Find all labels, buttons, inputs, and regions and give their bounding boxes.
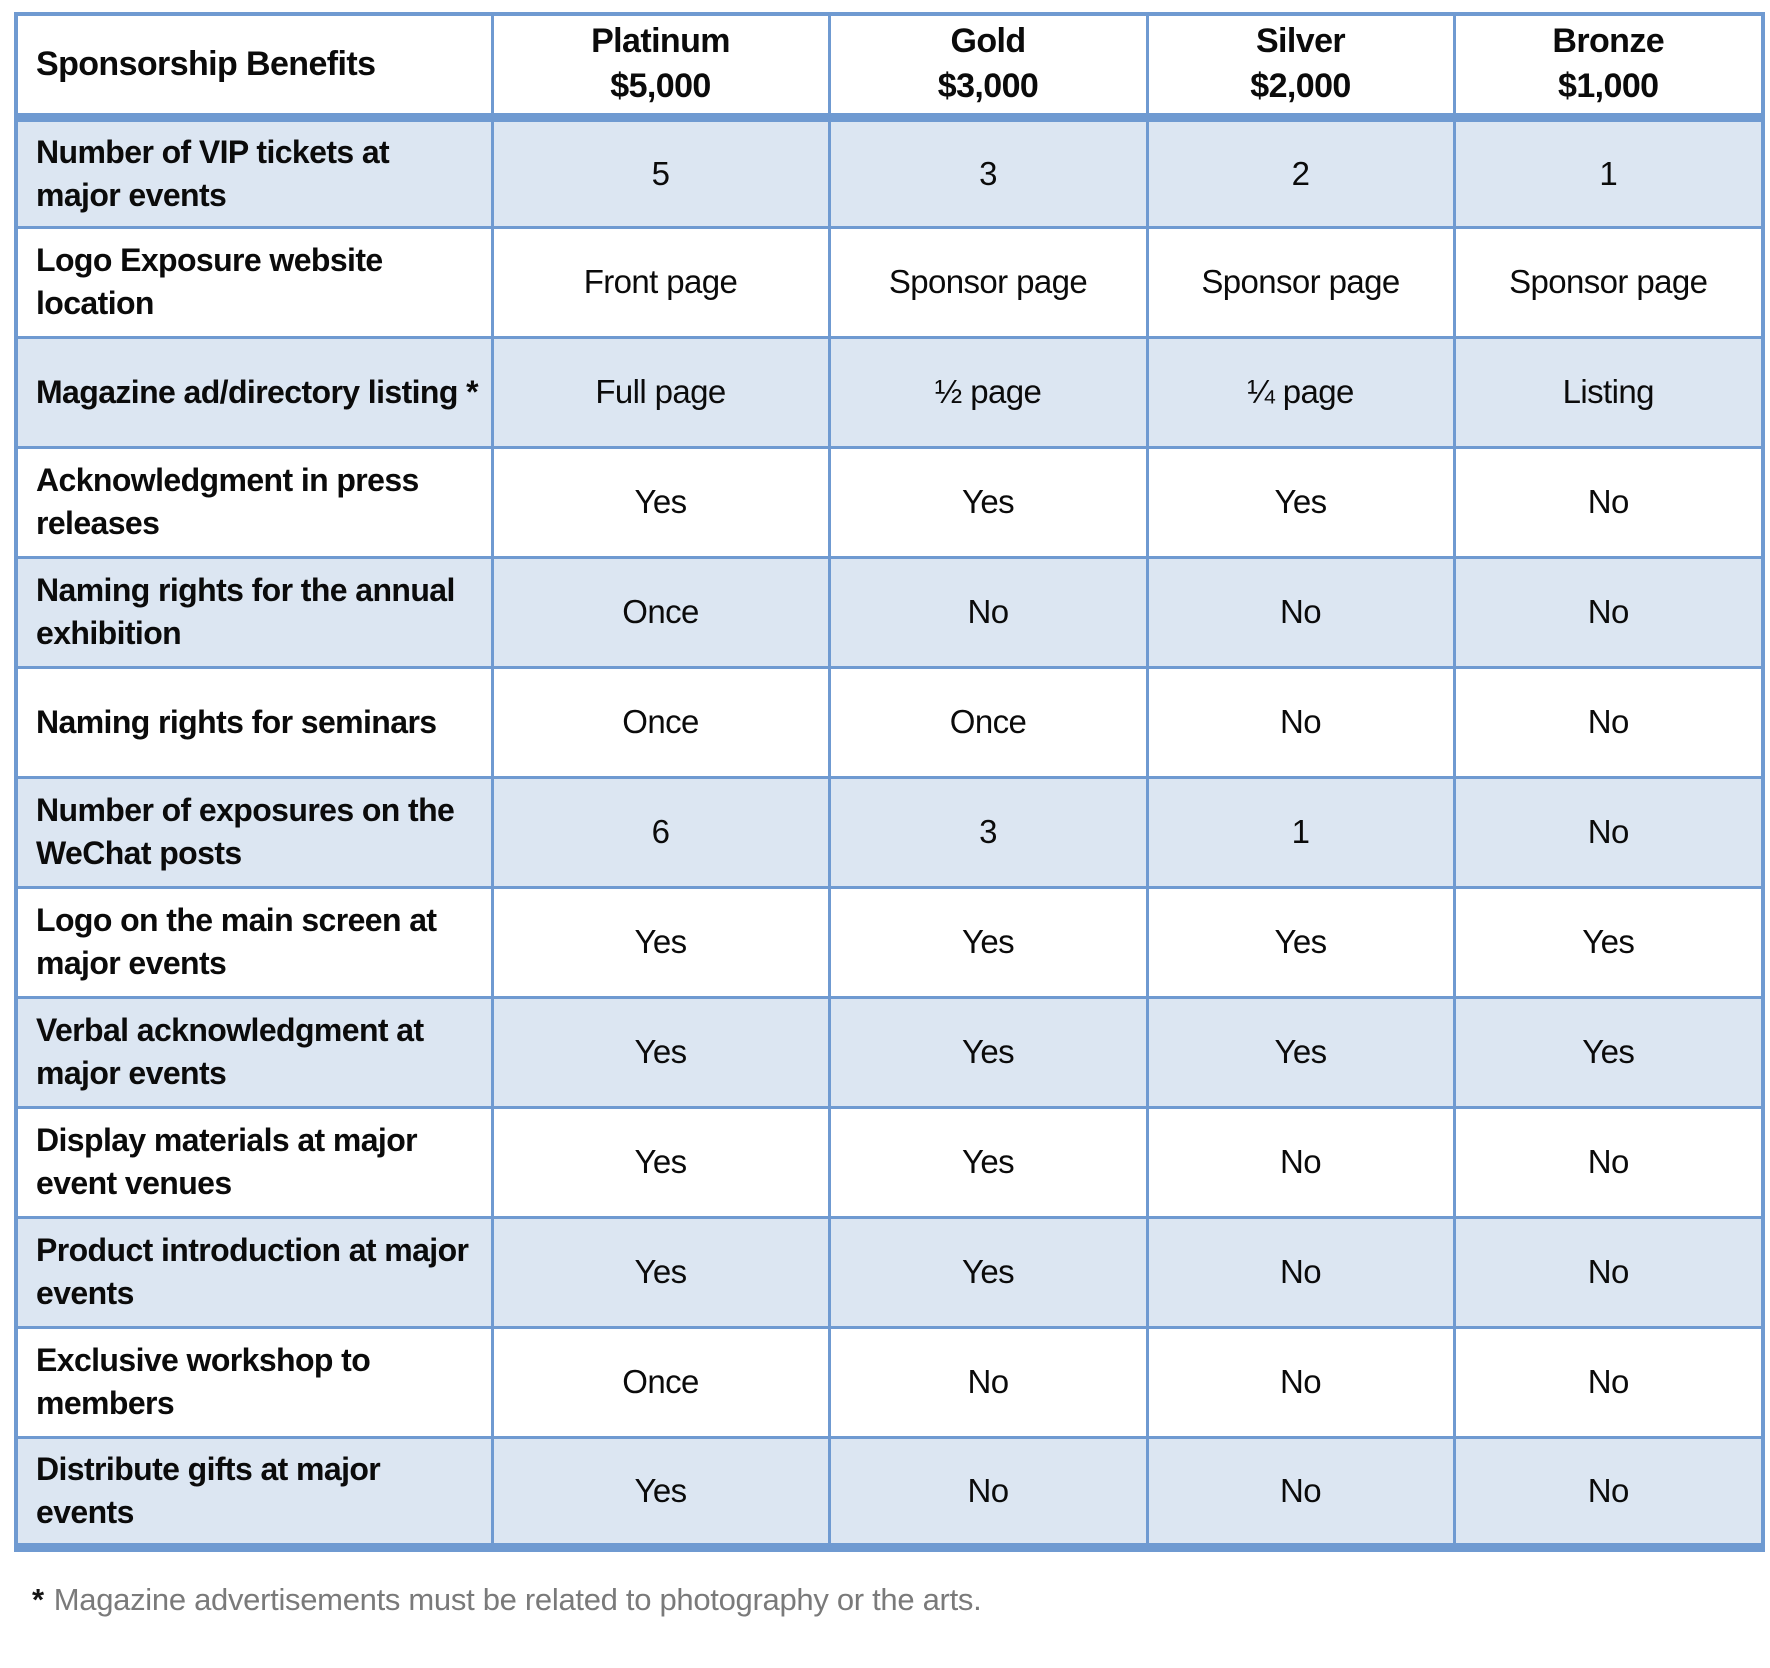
value-bronze: No — [1454, 1327, 1763, 1437]
value-platinum: Once — [492, 557, 829, 667]
value-platinum: Yes — [492, 447, 829, 557]
value-silver: 1 — [1147, 777, 1454, 887]
benefit-label: Acknowledgment in press releases — [16, 447, 492, 557]
value-silver: No — [1147, 1107, 1454, 1217]
value-gold: Yes — [829, 887, 1147, 997]
benefit-label: Display materials at major event venues — [16, 1107, 492, 1217]
tier-header-bronze — [1454, 14, 1763, 117]
table-row-naming-exhibition — [16, 557, 1763, 667]
value-bronze: Yes — [1454, 997, 1763, 1107]
value-platinum: 6 — [492, 777, 829, 887]
tier-name: Gold — [950, 22, 1026, 61]
benefit-label: Verbal acknowledgment at major events — [16, 997, 492, 1107]
value-silver: ¼ page — [1147, 337, 1454, 447]
value-gold: No — [829, 557, 1147, 667]
value-bronze: 1 — [1454, 117, 1763, 227]
tier-name: Silver — [1255, 22, 1346, 61]
value-gold: 3 — [829, 117, 1147, 227]
value-silver: Yes — [1147, 447, 1454, 557]
benefit-label: Magazine ad/directory listing * — [16, 337, 492, 447]
value-gold: Yes — [829, 1217, 1147, 1327]
value-silver: No — [1147, 667, 1454, 777]
value-bronze: No — [1454, 667, 1763, 777]
value-silver: No — [1147, 1437, 1454, 1547]
value-platinum: Front page — [492, 227, 829, 337]
value-silver: Yes — [1147, 997, 1454, 1107]
footnote-text: Magazine advertisements must be related to photography or the arts. — [53, 1581, 982, 1617]
footnote — [32, 1582, 1770, 1618]
value-platinum: Yes — [492, 1437, 829, 1547]
benefit-label: Number of exposures on the WeChat posts — [16, 777, 492, 887]
benefit-label: Naming rights for seminars — [16, 667, 492, 777]
value-gold: Once — [829, 667, 1147, 777]
benefit-label: Naming rights for the annual exhibition — [16, 557, 492, 667]
table-row-magazine-ad — [16, 337, 1763, 447]
table-row-logo-main-screen — [16, 887, 1763, 997]
value-gold: Sponsor page — [829, 227, 1147, 337]
table-row-verbal-acknowledgment — [16, 997, 1763, 1107]
value-bronze: No — [1454, 777, 1763, 887]
value-bronze: No — [1454, 1107, 1763, 1217]
value-gold: Yes — [829, 1107, 1147, 1217]
table-row-display-materials — [16, 1107, 1763, 1217]
value-platinum: Once — [492, 667, 829, 777]
value-platinum: Once — [492, 1327, 829, 1437]
tier-header-silver — [1147, 14, 1454, 117]
value-platinum: 5 — [492, 117, 829, 227]
tier-price: $5,000 — [610, 67, 711, 106]
tier-price: $2,000 — [1250, 67, 1351, 106]
value-silver: No — [1147, 557, 1454, 667]
footnote-asterisk: * — [32, 1581, 44, 1617]
value-gold: Yes — [829, 997, 1147, 1107]
tier-header-platinum — [492, 14, 829, 117]
value-gold: No — [829, 1327, 1147, 1437]
value-bronze: Listing — [1454, 337, 1763, 447]
value-silver: No — [1147, 1217, 1454, 1327]
table-row-product-introduction — [16, 1217, 1763, 1327]
value-platinum: Yes — [492, 1217, 829, 1327]
value-bronze: Yes — [1454, 887, 1763, 997]
value-silver: Yes — [1147, 887, 1454, 997]
benefit-label: Logo Exposure website location — [16, 227, 492, 337]
benefit-label: Product introduction at major events — [16, 1217, 492, 1327]
value-gold: Yes — [829, 447, 1147, 557]
value-gold: 3 — [829, 777, 1147, 887]
value-platinum: Yes — [492, 997, 829, 1107]
value-platinum: Yes — [492, 1107, 829, 1217]
value-bronze: No — [1454, 1437, 1763, 1547]
header-row — [16, 14, 1763, 117]
table-row-press-releases — [16, 447, 1763, 557]
tier-price: $1,000 — [1558, 67, 1659, 106]
benefit-label: Distribute gifts at major events — [16, 1437, 492, 1547]
value-bronze: Sponsor page — [1454, 227, 1763, 337]
value-bronze: No — [1454, 447, 1763, 557]
value-silver: Sponsor page — [1147, 227, 1454, 337]
benefits-header-cell: Sponsorship Benefits — [16, 14, 492, 117]
table-row-vip-tickets — [16, 117, 1763, 227]
value-gold: ½ page — [829, 337, 1147, 447]
table-row-distribute-gifts — [16, 1437, 1763, 1547]
table-row-exclusive-workshop — [16, 1327, 1763, 1437]
table-row-logo-exposure — [16, 227, 1763, 337]
value-silver: No — [1147, 1327, 1454, 1437]
tier-price: $3,000 — [937, 67, 1039, 106]
benefit-label: Logo on the main screen at major events — [16, 887, 492, 997]
value-gold: No — [829, 1437, 1147, 1547]
value-silver: 2 — [1147, 117, 1454, 227]
value-platinum: Full page — [492, 337, 829, 447]
sponsorship-benefits-table — [14, 12, 1765, 1552]
benefit-label: Exclusive workshop to members — [16, 1327, 492, 1437]
tier-name: Platinum — [591, 22, 730, 61]
value-bronze: No — [1454, 557, 1763, 667]
tier-name: Bronze — [1552, 22, 1665, 61]
table-row-naming-seminars — [16, 667, 1763, 777]
value-bronze: No — [1454, 1217, 1763, 1327]
tier-header-gold — [829, 14, 1147, 117]
table-row-wechat-posts — [16, 777, 1763, 887]
benefit-label: Number of VIP tickets at major events — [16, 117, 492, 227]
value-platinum: Yes — [492, 887, 829, 997]
